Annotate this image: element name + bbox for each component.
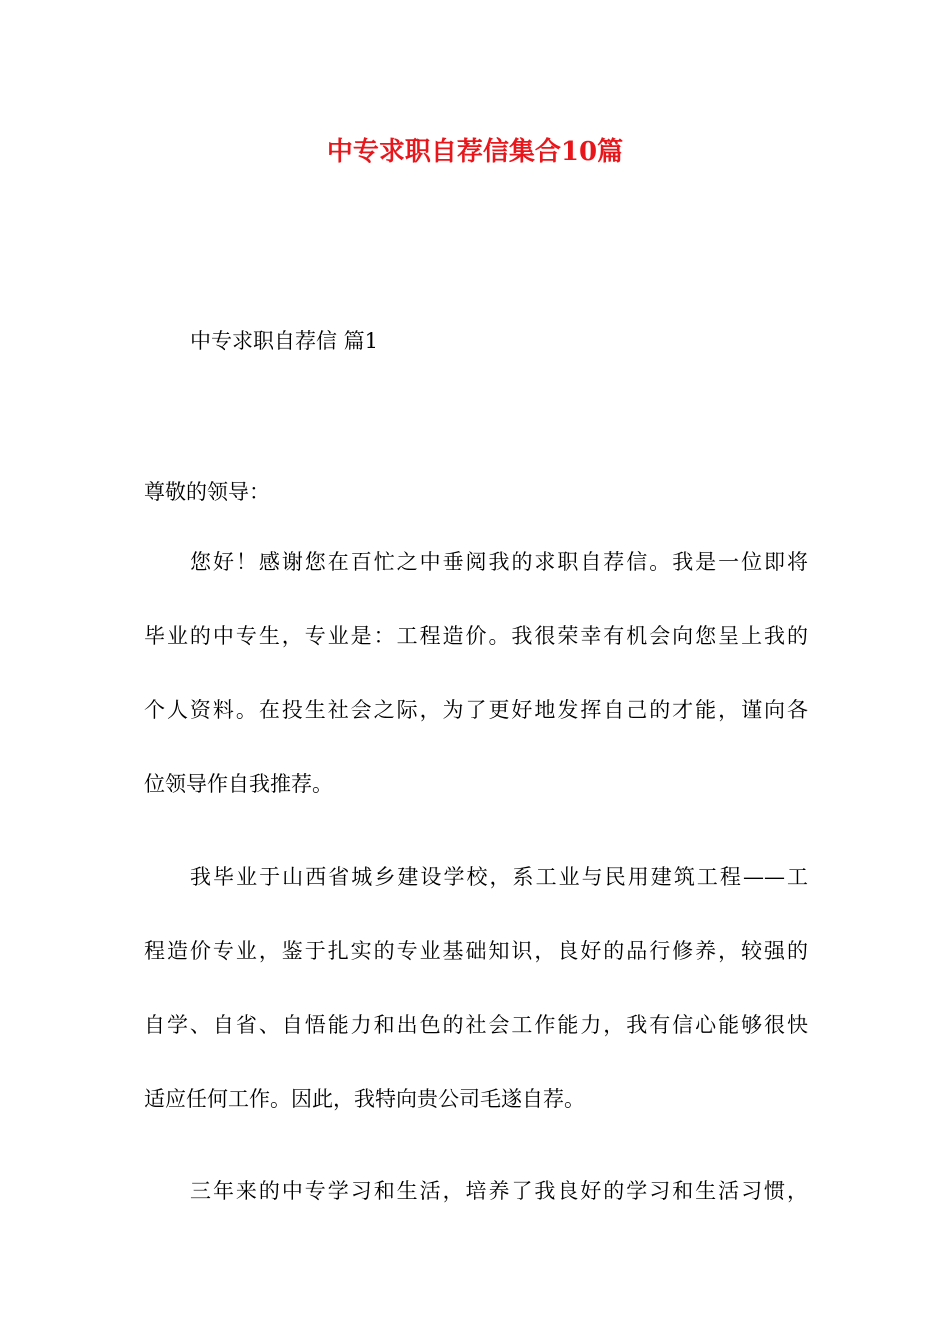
document-title: 中专求职自荐信集合10篇 bbox=[326, 137, 624, 167]
paragraph-line: 位领导作自我推荐。 bbox=[144, 772, 333, 796]
section-heading: 中专求职自荐信 篇1 bbox=[190, 329, 379, 353]
paragraph-line: 个人资料。在投生社会之际，为了更好地发挥自己的才能，谨向各 bbox=[144, 698, 808, 722]
paragraph-3 bbox=[144, 1155, 808, 1211]
paragraph-line: 您好！感谢您在百忙之中垂阅我的求职自荐信。我是一位即将 bbox=[190, 550, 808, 574]
paragraph-1 bbox=[144, 544, 808, 803]
paragraph-line: 毕业的中专生，专业是：工程造价。我很荣幸有机会向您呈上我的 bbox=[144, 624, 808, 648]
paragraph-line: 自学、自省、自悟能力和出色的社会工作能力，我有信心能够很快 bbox=[144, 1012, 808, 1037]
letter-body bbox=[144, 544, 808, 1247]
paragraph-2 bbox=[144, 840, 808, 1118]
paragraph-line: 三年来的中专学习和生活，培养了我良好的学习和生活习惯， bbox=[190, 1179, 808, 1203]
paragraph-line: 适应任何工作。因此，我特向贵公司毛遂自荐。 bbox=[144, 1086, 585, 1111]
paragraph-line: 程造价专业，鉴于扎实的专业基础知识，良好的品行修养，较强的 bbox=[144, 938, 808, 963]
salutation: 尊敬的领导： bbox=[144, 480, 270, 504]
paragraph-line: 我毕业于山西省城乡建设学校，系工业与民用建筑工程——工 bbox=[190, 864, 808, 889]
